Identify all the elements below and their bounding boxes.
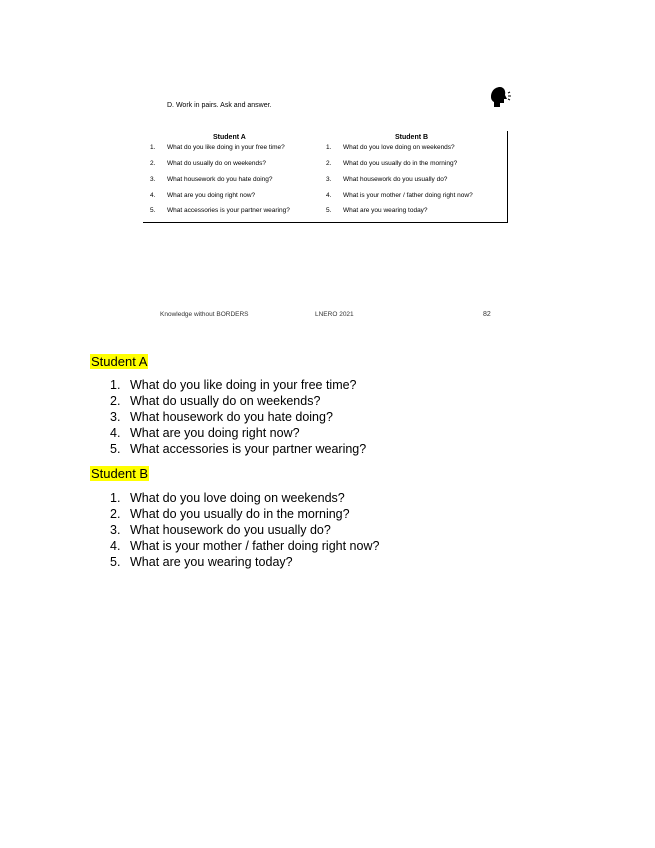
speaking-head-icon <box>488 85 512 109</box>
student-a-question: 1. What do you like doing in your free time? <box>150 144 285 151</box>
list-item: 3. What housework do you usually do? <box>110 523 331 537</box>
exercise-instruction: D. Work in pairs. Ask and answer. <box>167 102 272 109</box>
student-a-question: 5. What accessories is your partner wearing? <box>150 207 290 214</box>
footer-slogan: Knowledge without BORDERS <box>160 311 249 318</box>
student-a-question-list <box>110 377 366 457</box>
student-b-question: 2. What do you usually do in the morning? <box>326 160 458 167</box>
student-b-question: 5. What are you wearing today? <box>326 207 428 214</box>
page-number: 82 <box>483 311 491 318</box>
student-b-heading: Student B <box>91 466 149 481</box>
student-b-question: 4. What is your mother / father doing right now? <box>326 192 473 199</box>
list-item: 4. What are you doing right now? <box>110 426 300 440</box>
footer-edition: LNERO 2021 <box>315 311 354 318</box>
list-item: 2. What do usually do on weekends? <box>110 394 321 408</box>
list-item: 3. What housework do you hate doing? <box>110 410 333 424</box>
list-item: 4. What is your mother / father doing right now? <box>110 539 380 553</box>
list-item: 1. What do you like doing in your free time? <box>110 378 357 392</box>
student-a-column-heading: Student A <box>213 134 246 141</box>
student-b-column-heading: Student B <box>395 134 429 141</box>
list-item: 5. What are you wearing today? <box>110 555 293 569</box>
student-a-question: 3. What housework do you hate doing? <box>150 176 273 183</box>
student-a-heading: Student A <box>91 354 148 369</box>
student-a-question: 4. What are you doing right now? <box>150 192 256 199</box>
list-item: 2. What do you usually do in the morning? <box>110 507 350 521</box>
list-item: 5. What accessories is your partner wearing? <box>110 442 367 456</box>
student-a-question: 2. What do usually do on weekends? <box>150 160 267 167</box>
pair-work-table <box>143 131 508 223</box>
student-b-question: 1. What do you love doing on weekends? <box>326 144 455 151</box>
student-b-question: 3. What housework do you usually do? <box>326 176 448 183</box>
list-item: 1. What do you love doing on weekends? <box>110 491 345 505</box>
student-b-question-list <box>110 490 379 570</box>
